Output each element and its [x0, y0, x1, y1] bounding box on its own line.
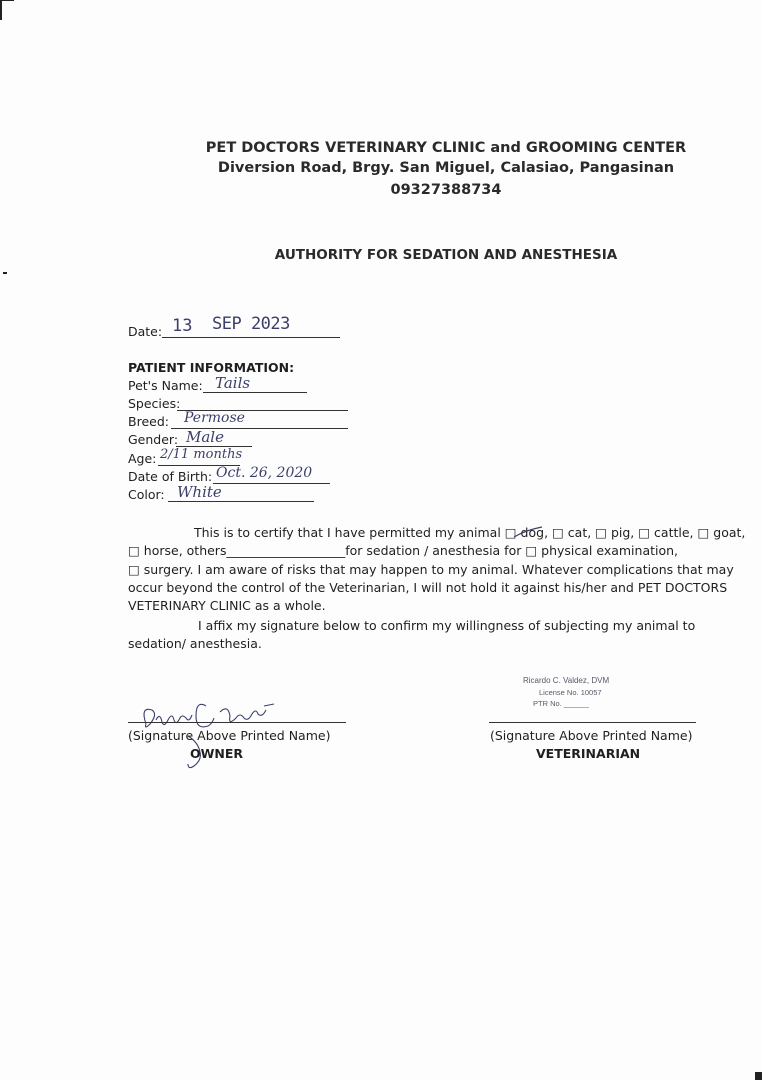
scan-edge-mark [3, 272, 7, 274]
age-label: Age: [128, 451, 157, 466]
clinic-address: Diversion Road, Brgy. San Miguel, Calasiao, Pangasinan [217, 160, 675, 176]
species-label: Species: [128, 396, 181, 411]
color-value: White [177, 483, 222, 501]
age-value: 2/11 months [160, 447, 243, 462]
clinic-name: PET DOCTORS VETERINARY CLINIC and GROOMING CENTER [205, 140, 687, 156]
certification-line-3: □ surgery. I am aware of risks that may happen to my animal. Whatever complications that may [128, 562, 734, 577]
vet-stamp-license: License No. 10057 [539, 688, 602, 697]
document-title: AUTHORITY FOR SEDATION AND ANESTHESIA [274, 247, 618, 263]
breed-label: Breed: [128, 414, 169, 429]
color-label: Color: [128, 487, 165, 502]
certification-line-2: □ horse, others___________________for sedation / anesthesia for □ physical examination, [128, 543, 679, 558]
color-line [168, 501, 314, 502]
date-label: Date: [128, 324, 163, 339]
scan-edge-mark [0, 0, 2, 20]
affirmation-line-1: I affix my signature below to confirm my willingness of subjecting my animal to [198, 618, 696, 633]
vet-role-label: VETERINARIAN [536, 746, 641, 761]
gender-label: Gender: [128, 432, 179, 447]
owner-role-label: OWNER [190, 746, 244, 761]
certification-line-1: This is to certify that I have permitted my animal □ dog, □ cat, □ pig, □ cattle, □ goat, [194, 525, 746, 540]
vet-signature-caption: (Signature Above Printed Name) [490, 728, 693, 743]
pets-name-value: Tails [215, 374, 251, 392]
clinic-phone: 09327388734 [390, 182, 502, 198]
owner-signature-line [128, 722, 346, 723]
pets-name-line [203, 392, 307, 393]
vet-stamp-ptr: PTR No. ______ [533, 699, 589, 708]
scan-edge-mark [755, 1072, 762, 1080]
date-of-birth-value: Oct. 26, 2020 [216, 465, 313, 481]
breed-value: Permose [184, 410, 245, 426]
date-day: 13 [172, 316, 193, 336]
scan-edge-mark [0, 0, 14, 1]
date-of-birth-label: Date of Birth: [128, 469, 213, 484]
certification-line-5: VETERINARY CLINIC as a whole. [128, 598, 326, 613]
date-line [162, 337, 340, 338]
pets-name-label: Pet's Name: [128, 378, 203, 393]
vet-stamp-name: Ricardo C. Valdez, DVM [523, 676, 610, 685]
certification-line-4: occur beyond the control of the Veterinarian, I will not hold it against his/her and PET DOCTORS [128, 580, 728, 595]
date-month-year: SEP 2023 [212, 314, 290, 334]
date-of-birth-line [213, 483, 330, 484]
owner-signature-caption: (Signature Above Printed Name) [128, 728, 331, 743]
gender-value: Male [186, 428, 224, 446]
affirmation-line-2: sedation/ anesthesia. [128, 636, 262, 651]
vet-signature-line [489, 722, 696, 723]
cat-checkmark [512, 524, 546, 542]
patient-info-heading: PATIENT INFORMATION: [128, 360, 295, 375]
